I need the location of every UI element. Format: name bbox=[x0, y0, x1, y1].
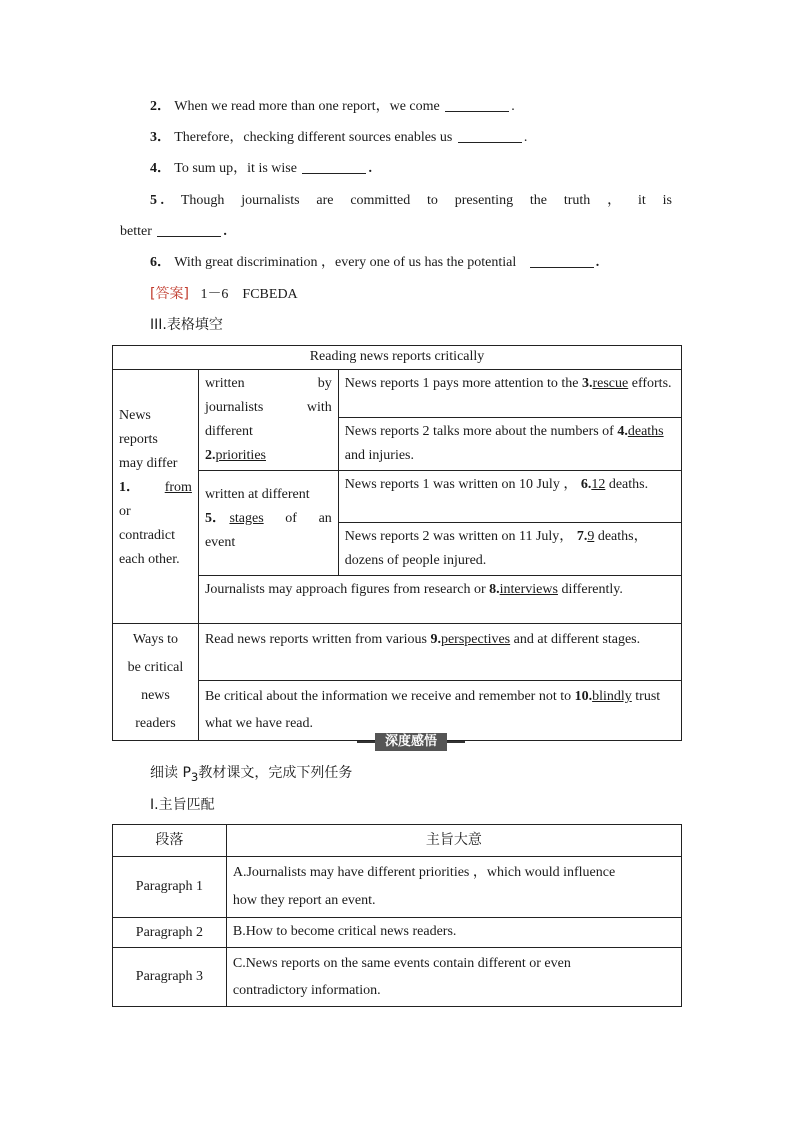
july11-cell bbox=[338, 523, 681, 576]
filled-blank: from bbox=[164, 480, 192, 495]
main-idea-table bbox=[112, 824, 682, 1007]
answer-blank bbox=[302, 159, 366, 174]
cell-text: with bbox=[306, 400, 332, 415]
word: Though bbox=[180, 193, 225, 208]
blank-number: 1． bbox=[119, 480, 140, 495]
blank-number: 10. bbox=[574, 688, 593, 704]
blank-number: 9. bbox=[430, 632, 441, 647]
cell-text: how they report an event. bbox=[232, 893, 376, 908]
filled-blank: 12 bbox=[591, 477, 606, 492]
answer-tag: [答案] bbox=[150, 286, 189, 302]
filled-blank: interviews bbox=[499, 582, 558, 597]
banner-line-right bbox=[447, 741, 465, 743]
word: ， bbox=[607, 193, 622, 208]
question-number: 6． bbox=[150, 255, 171, 270]
stages-cell bbox=[198, 471, 338, 576]
cell-text: dozens of people injured. bbox=[344, 553, 487, 568]
filled-blank: deaths bbox=[627, 424, 664, 439]
cell-text: may differ bbox=[119, 456, 178, 471]
question-end: . bbox=[523, 130, 528, 145]
word: journalists bbox=[241, 193, 300, 208]
word: truth bbox=[563, 193, 591, 208]
task-text: 细读 P bbox=[150, 765, 191, 781]
blank-number: 6. bbox=[580, 477, 592, 492]
answer-blank bbox=[157, 222, 221, 237]
cell-text: news bbox=[141, 688, 170, 703]
paragraph-label: Paragraph 2 bbox=[113, 918, 227, 948]
critical-reading-table bbox=[112, 345, 682, 741]
question-2 bbox=[150, 96, 675, 118]
cell-text: Journalists may approach figures from research or bbox=[204, 582, 486, 597]
paragraph-label: Paragraph 1 bbox=[113, 857, 227, 918]
section-banner bbox=[357, 733, 465, 751]
cell-text: trust what we have read. bbox=[204, 688, 661, 731]
cell-text: stages. bbox=[602, 632, 641, 647]
cell-text: deaths. bbox=[608, 477, 649, 492]
task-text: 教材课文，完成下列任务 bbox=[198, 765, 353, 781]
main-idea-cell bbox=[226, 918, 681, 948]
cell-text: written at different bbox=[204, 487, 310, 502]
cell-text: contradictory information. bbox=[232, 983, 381, 998]
question-end: . bbox=[223, 224, 227, 239]
word: it bbox=[637, 193, 646, 208]
section-title: Ⅰ.主旨匹配 bbox=[150, 797, 215, 813]
question-number: 5 . bbox=[150, 193, 164, 208]
cell-text: and injuries. bbox=[344, 448, 415, 463]
cell-text: written bbox=[204, 376, 245, 391]
question-5 bbox=[150, 190, 672, 212]
blindly-cell bbox=[198, 680, 681, 740]
task-subscript: 3 bbox=[190, 769, 199, 784]
priorities-cell bbox=[198, 370, 338, 471]
word: the bbox=[529, 193, 548, 208]
cell-text: C.News reports on the same events contain different or even bbox=[232, 956, 571, 971]
cell-text: Read news reports written from various bbox=[204, 632, 427, 647]
cell-text: an bbox=[318, 511, 332, 526]
filled-blank: blindly bbox=[592, 688, 632, 704]
cell-text: Ways to bbox=[132, 632, 179, 647]
question-number: 2． bbox=[150, 99, 171, 114]
main-idea-cell bbox=[226, 948, 681, 1007]
cell-text: News bbox=[119, 408, 151, 423]
question-4 bbox=[150, 158, 675, 180]
figures-cell bbox=[198, 576, 681, 624]
question-6 bbox=[150, 252, 675, 274]
task-instruction bbox=[150, 762, 675, 788]
answer-blank bbox=[445, 97, 509, 112]
filled-blank: 9 bbox=[587, 529, 595, 544]
cell-text: differently. bbox=[561, 582, 623, 597]
cell-text: and at different bbox=[513, 632, 599, 647]
july10-cell bbox=[338, 471, 681, 523]
banner-line-left bbox=[357, 741, 375, 743]
question-5-continued bbox=[120, 221, 645, 243]
question-end: . bbox=[595, 255, 600, 270]
word: to bbox=[427, 193, 438, 208]
question-text: To sum up，it is wise bbox=[174, 161, 297, 176]
deaths-cell bbox=[338, 418, 681, 471]
ways-label-cell bbox=[113, 624, 199, 741]
section-title: III.表格填空 bbox=[150, 317, 223, 333]
question-text: When we read more than one report，we come bbox=[174, 99, 440, 114]
answer-value: 1－6 FCBEDA bbox=[200, 287, 298, 302]
filled-blank: perspectives bbox=[440, 632, 511, 647]
cell-text: A.Journalists may have different priorities ，which would influence bbox=[232, 865, 616, 880]
filled-blank: priorities bbox=[215, 448, 266, 463]
question-text: With great discrimination ，every one of us has the potential bbox=[174, 255, 517, 270]
cell-text: contradict bbox=[119, 528, 175, 543]
answer-blank bbox=[458, 128, 522, 143]
column-header-main-idea: 主旨大意 bbox=[226, 825, 681, 857]
table-header: Reading news reports critically bbox=[113, 346, 682, 370]
cell-text: News reports 2 was written on 11 July， bbox=[344, 529, 574, 544]
word: committed bbox=[350, 193, 411, 208]
blank-number: 3. bbox=[581, 376, 593, 391]
question-number: 3． bbox=[150, 130, 171, 145]
question-3 bbox=[150, 127, 675, 149]
cell-text: News reports 1 was written on 10 July ， bbox=[344, 477, 578, 492]
paragraph-label: Paragraph 3 bbox=[113, 948, 227, 1007]
banner-label: 深度感悟 bbox=[375, 733, 447, 751]
answer-blank bbox=[530, 253, 594, 268]
rescue-cell bbox=[338, 370, 681, 418]
blank-number: 7. bbox=[576, 529, 588, 544]
word: are bbox=[316, 193, 334, 208]
cell-text: readers bbox=[135, 716, 176, 731]
word: is bbox=[662, 193, 672, 208]
main-idea-cell bbox=[226, 857, 681, 918]
cell-text: event bbox=[204, 535, 236, 550]
cell-text: efforts. bbox=[631, 376, 672, 391]
question-end: . bbox=[368, 161, 372, 176]
blank-number: 2. bbox=[204, 448, 216, 463]
cell-text: of bbox=[285, 511, 297, 526]
cell-text: journalists bbox=[204, 400, 264, 415]
filled-blank: stages bbox=[229, 511, 264, 526]
word: presenting bbox=[454, 193, 514, 208]
blank-number: 5． bbox=[204, 511, 226, 526]
filled-blank: rescue bbox=[592, 376, 629, 391]
answer-line bbox=[150, 283, 675, 306]
column-header-paragraph: 段落 bbox=[113, 825, 227, 857]
blank-number: 8. bbox=[489, 582, 500, 597]
question-text: Therefore，checking different sources enables us bbox=[174, 130, 453, 145]
cell-text: deaths， bbox=[597, 529, 648, 544]
cell-text: News reports 1 pays more attention to the bbox=[344, 376, 579, 391]
question-number: 4． bbox=[150, 161, 171, 176]
question-end: . bbox=[511, 99, 515, 114]
cell-text: Be critical about the information we receive and remember not to bbox=[204, 688, 572, 704]
cell-text: different bbox=[204, 424, 253, 439]
cell-text: reports bbox=[119, 432, 158, 447]
perspectives-cell bbox=[198, 624, 681, 681]
cell-text: be critical bbox=[127, 660, 184, 675]
cell-text: News reports 2 talks more about the numbers of bbox=[344, 424, 614, 439]
cell-text: by bbox=[317, 376, 332, 391]
cell-text bbox=[119, 476, 192, 500]
question-text: better bbox=[120, 224, 152, 239]
cell-text: B.How to become critical news readers. bbox=[232, 924, 457, 939]
cell-text: each other. bbox=[119, 552, 180, 567]
cell-text: or bbox=[119, 504, 131, 519]
differ-label-cell bbox=[113, 370, 199, 624]
blank-number: 4. bbox=[617, 424, 628, 439]
